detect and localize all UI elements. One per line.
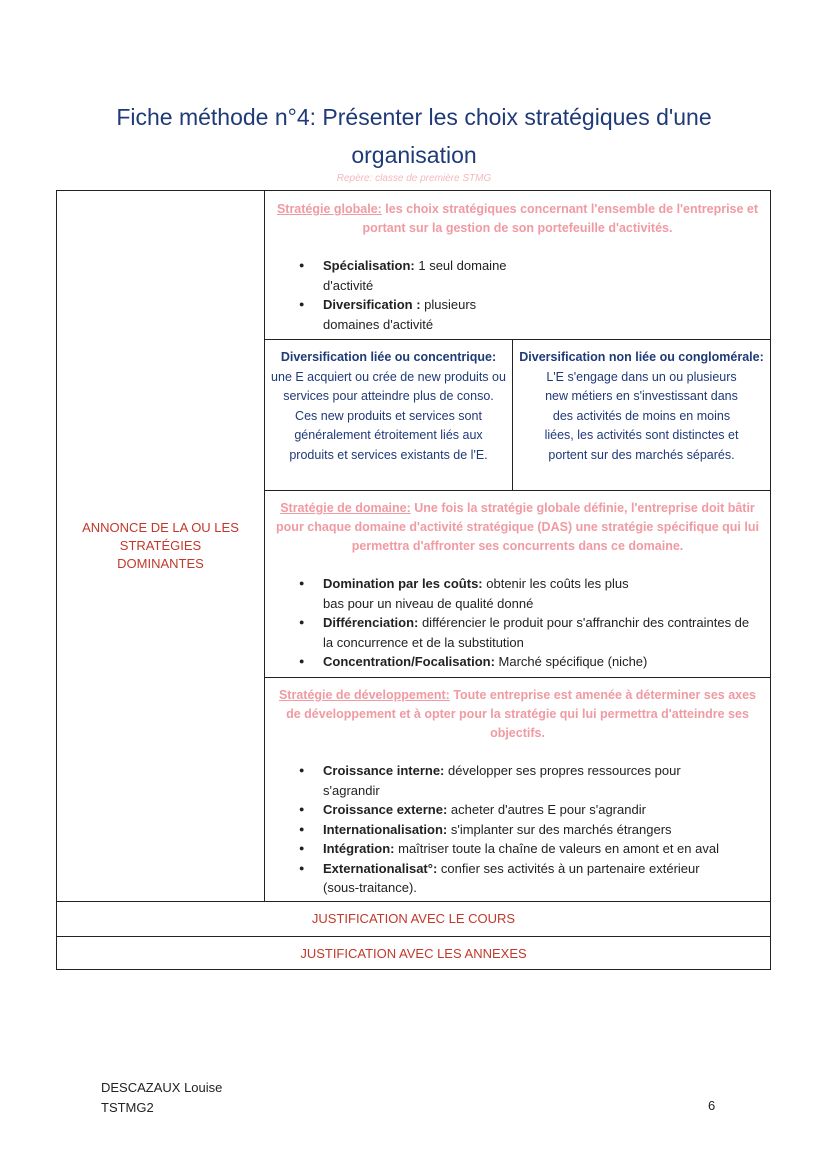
item-text: plusieurs domaines d'activité [323, 297, 477, 332]
item-term: Externationalisat°: [323, 860, 438, 876]
diversification-liee-heading: Diversification liée ou concentrique: [280, 350, 497, 364]
item-term: Croissance externe: [323, 802, 448, 817]
list-item [299, 800, 739, 820]
diversification-non-liee-body: L'E s'engage dans un ou plusieurs new métiers en s'investissant dans des activités de moins en moins liées, les activités sont distinctes et portent sur des marchés séparés. [544, 369, 739, 462]
strategie-domaine-label: Stratégie de domaine: [280, 501, 411, 515]
strategie-developpement-list [299, 761, 739, 898]
list-item [299, 613, 760, 652]
page-number: 6 [708, 1098, 716, 1113]
item-text: s'implanter sur des marchés étrangers [447, 821, 672, 837]
item-term: Domination par les coûts: [323, 576, 483, 591]
diversification-non-liee-heading: Diversification non liée ou conglomérale: [519, 350, 764, 364]
title-line-2: organisation [351, 142, 477, 168]
diversification-non-liee-cell [512, 339, 771, 491]
list-item [299, 652, 760, 672]
strategie-globale-label: Stratégie globale: [276, 202, 382, 216]
diversification-liee-body: une E acquiert ou crée de new produits ou services pour atteindre plus de conso. Ces new produits et services sont généralement étroitement liés aux produits et services existants de l'E. [271, 369, 506, 462]
strategie-globale-text: les choix stratégiques concernant l'ensemble de l'entreprise et portant sur la gestion de son portefeuille d'activités. [362, 202, 759, 235]
list-item [299, 574, 643, 613]
list-item [299, 295, 514, 334]
item-text: Marché spécifique (niche) [494, 654, 648, 669]
strategie-developpement-label: Stratégie de développement: [278, 688, 450, 702]
strategie-developpement-cell [264, 677, 771, 902]
item-term: Intégration: [323, 841, 395, 856]
item-term: Diversification : [323, 297, 421, 312]
justification-cours-row: JUSTIFICATION AVEC LE COURS [56, 901, 771, 937]
title-line-1: Fiche méthode n°4: Présenter les choix stratégiques d'une [116, 104, 712, 130]
diversification-liee-cell [264, 339, 513, 491]
list-item [299, 859, 739, 898]
item-text: confier ses activités à un partenaire extérieur (sous-traitance). [323, 860, 700, 895]
strategie-globale-list [299, 256, 514, 334]
list-item [299, 839, 739, 859]
item-term: Spécialisation: [323, 258, 415, 273]
item-text: obtenir les coûts les plus bas pour un niveau de qualité donné [323, 576, 629, 611]
justification-annexes-row: JUSTIFICATION AVEC LES ANNEXES [56, 936, 771, 970]
strategie-developpement-text: Toute entreprise est amenée à déterminer ses axes de développement et à opter pour la stratégie qui lui permettra d'atteindre ses objectifs. [286, 688, 757, 740]
list-item [299, 761, 739, 800]
list-item [299, 256, 514, 295]
strategie-domaine-cell [264, 490, 771, 678]
item-term: Concentration/Focalisation: [323, 654, 495, 669]
item-term: Croissance interne: [323, 763, 445, 778]
list-item [299, 820, 739, 840]
footer-name: DESCAZAUX Louise [101, 1080, 223, 1095]
item-text: différencier le produit pour s'affranchir des contraintes de la concurrence et de la substitution [323, 615, 750, 650]
strategie-domaine-list [299, 574, 760, 672]
page-title [0, 98, 828, 174]
item-term: Différenciation: [323, 615, 419, 630]
strategie-globale-heading [275, 200, 760, 238]
item-text: développer ses propres ressources pour s'agrandir [323, 763, 681, 798]
left-column-label: ANNONCE DE LA OU LES STRATÉGIES DOMINANTES [82, 520, 239, 571]
item-text: 1 seul domaine d'activité [323, 258, 507, 293]
strategie-domaine-text: Une fois la stratégie globale définie, l'entreprise doit bâtir pour chaque domaine d'activité stratégique (DAS) une stratégie spécifique qui lui permettra d'affronter ses concurrents dans ce domaine. [276, 501, 759, 553]
repere-note: Repère: classe de première STMG [336, 173, 492, 184]
item-text: acheter d'autres E pour s'agrandir [447, 802, 646, 817]
item-text: maîtriser toute la chaîne de valeurs en amont et en aval [394, 841, 719, 856]
strategie-developpement-heading [273, 686, 762, 743]
strategie-globale-cell [264, 190, 771, 340]
strategie-domaine-heading [275, 499, 760, 556]
item-term: Internationalisation: [323, 821, 448, 837]
footer-class: TSTMG2 [101, 1100, 154, 1115]
left-column-cell [56, 190, 265, 902]
